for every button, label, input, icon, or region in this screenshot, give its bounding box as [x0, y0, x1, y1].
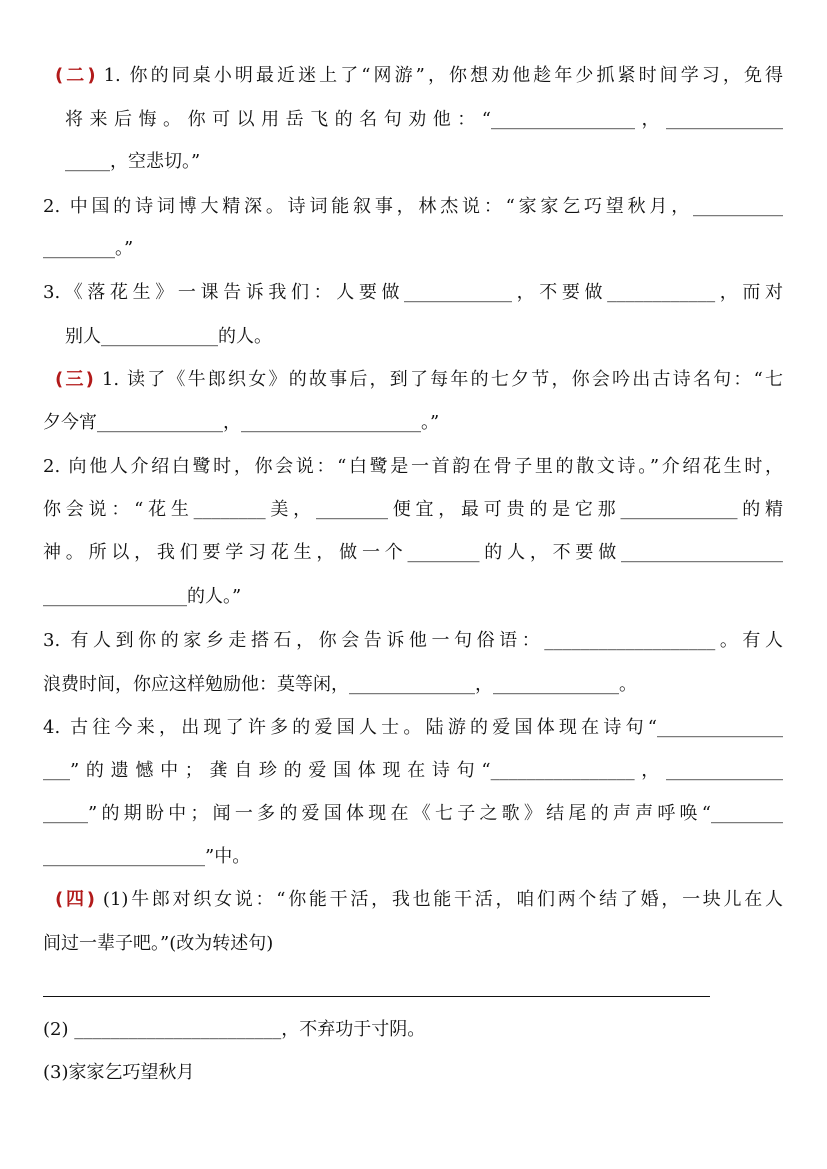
q3-2-line4: ________________的人。” [43, 586, 242, 607]
q3-1-line2: 夕今宵______________，____________________。” [43, 412, 440, 433]
section-four-label: (四) [55, 889, 95, 910]
q2-2-line1: 2. 中国的诗词博大精深。诗词能叙事，林杰说：“家家乞巧望秋月，__________ [43, 196, 783, 217]
q2-2-line2: ________。” [43, 238, 134, 259]
q2-3-line2: 别人_____________的人。 [65, 326, 272, 347]
q2-3-line1: 3.《落花生》一课告诉我们：人要做____________，不要做____________，而对 [43, 282, 783, 303]
q3-3-line1: 3. 有人到你的家乡走搭石，你会告诉他一句俗语：___________________。有人 [43, 630, 783, 651]
q4-2-line: (2) _______________________，不弃功于寸阴。 [43, 1019, 426, 1040]
q2-1-line3: _____，空悲切。” [65, 151, 201, 172]
section-two-label: (二) [55, 65, 96, 86]
q2-1-line1: (二) 1. 你的同桌小明最近迷上了“网游”，你想劝他趁年少抓紧时间学习，免得 [55, 65, 783, 86]
q3-2-line1: 2. 向他人介绍白鹭时，你会说：“白鹭是一首韵在骨子里的散文诗。”介绍花生时， [43, 456, 783, 477]
q3-4-line2: ___”的遗憾中；龚自珍的爱国体现在诗句“________________，_____________ [43, 760, 783, 781]
q3-4-line3: _____”的期盼中；闻一多的爱国体现在《七子之歌》结尾的声声呼唤“________ [43, 803, 783, 824]
q3-4-line1: 4. 古往今来，出现了许多的爱国人士。陆游的爱国体现在诗句“______________ [43, 717, 783, 738]
section-three-label: (三) [55, 369, 94, 390]
q4-1-line2: 间过一辈子吧。”(改为转述句) [43, 933, 274, 954]
q4-1-line1: (四) (1)牛郎对织女说：“你能干活，我也能干活，咱们两个结了婚，一块儿在人 [55, 889, 783, 910]
q4-3-line: (3)家家乞巧望秋月 [43, 1062, 195, 1083]
q2-1-line2: 将来后悔。你可以用岳飞的名句劝他：“________________，_____________ [65, 109, 783, 130]
q3-2-line3: 神。所以，我们要学习花生，做一个________的人，不要做__________________ [43, 542, 783, 563]
answer-line[interactable] [43, 996, 710, 997]
q3-4-line4: __________________”中。 [43, 846, 251, 867]
q3-1-line1: (三) 1. 读了《牛郎织女》的故事后，到了每年的七夕节，你会吟出古诗名句：“七 [55, 369, 783, 390]
q3-3-line2: 浪费时间，你应这样勉励他：莫等闲，______________，______________。 [43, 674, 637, 695]
q3-2-line2: 你会说：“花生________美，________便宜，最可贵的是它那_____________的精 [43, 499, 783, 520]
